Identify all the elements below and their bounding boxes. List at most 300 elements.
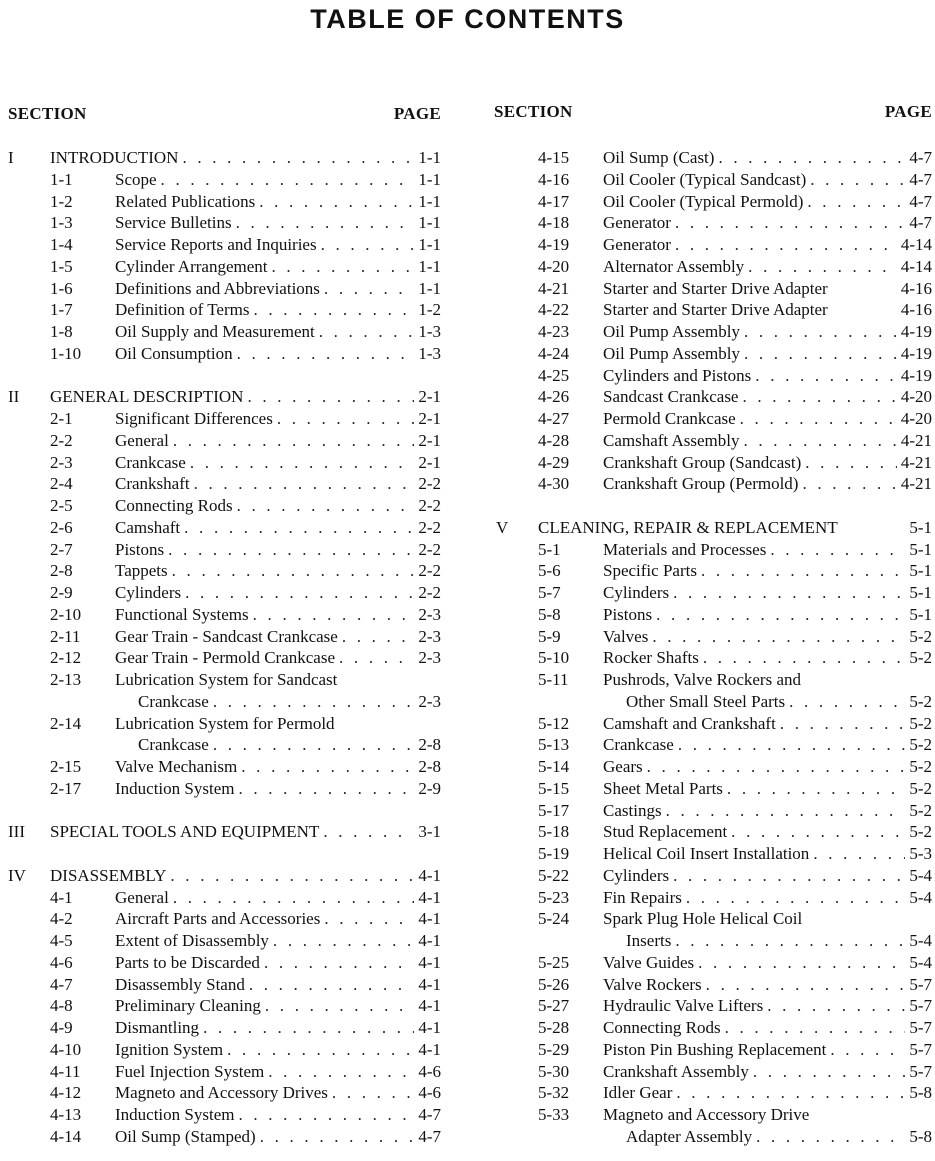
entry-number: 1-5 bbox=[50, 256, 73, 276]
dot-leader bbox=[203, 1017, 414, 1039]
dot-leader bbox=[339, 647, 414, 669]
toc-entry-row[interactable] bbox=[8, 343, 441, 365]
spacer bbox=[8, 365, 441, 387]
toc-entry-row[interactable] bbox=[496, 756, 932, 778]
section-header-left: SECTION bbox=[8, 104, 87, 123]
toc-entry-row[interactable] bbox=[496, 1017, 932, 1039]
dot-leader bbox=[789, 691, 905, 713]
toc-entry-row[interactable] bbox=[8, 669, 441, 691]
entry-number: 4-8 bbox=[50, 996, 73, 1016]
toc-entry-row[interactable] bbox=[496, 299, 932, 321]
entry-number: 2-1 bbox=[50, 409, 73, 428]
entry-line bbox=[115, 1126, 441, 1148]
dot-leader bbox=[698, 952, 905, 974]
entry-line bbox=[115, 539, 441, 561]
dot-leader bbox=[173, 887, 415, 909]
dot-leader bbox=[802, 473, 896, 495]
dot-leader bbox=[770, 539, 905, 561]
toc-entry-row[interactable] bbox=[8, 1061, 441, 1083]
toc-entry-row[interactable] bbox=[496, 887, 932, 909]
toc-entry-row[interactable] bbox=[496, 800, 932, 822]
page-number: 4-16 bbox=[900, 278, 932, 298]
dot-leader bbox=[238, 778, 414, 800]
entry-line bbox=[603, 343, 932, 365]
toc-entry-row[interactable] bbox=[8, 169, 441, 191]
entry-line bbox=[603, 430, 932, 452]
toc-entry-row[interactable] bbox=[496, 365, 932, 387]
dot-leader bbox=[237, 495, 415, 517]
entry-number: 5-33 bbox=[538, 1105, 570, 1124]
page-number: 4-19 bbox=[900, 322, 932, 341]
dot-leader bbox=[675, 212, 905, 234]
page-number: 2-3 bbox=[418, 626, 441, 646]
dot-leader bbox=[161, 169, 415, 191]
entry-number: 4-14 bbox=[50, 1126, 82, 1146]
toc-entry-row[interactable] bbox=[496, 1039, 932, 1061]
entry-number: 5-10 bbox=[538, 648, 570, 668]
entry-line bbox=[603, 1104, 932, 1126]
entry-number: 5-11 bbox=[538, 670, 569, 689]
entry-title: Definition of Terms bbox=[115, 300, 250, 320]
toc-entry-row[interactable] bbox=[8, 691, 441, 713]
toc-entry-row[interactable] bbox=[496, 539, 932, 561]
entry-title: Camshaft bbox=[115, 517, 181, 537]
toc-entry-row[interactable] bbox=[496, 843, 932, 865]
toc-entry-row[interactable] bbox=[496, 865, 932, 887]
page-number: 5-2 bbox=[909, 691, 932, 711]
entry-line bbox=[603, 147, 932, 169]
dot-leader bbox=[321, 234, 415, 256]
page-number: 2-1 bbox=[418, 409, 441, 428]
entry-title: Cylinders bbox=[115, 583, 182, 602]
entry-title: Cylinders bbox=[603, 865, 670, 885]
dot-leader bbox=[718, 147, 905, 169]
toc-column-left bbox=[8, 147, 441, 1148]
entry-line bbox=[115, 408, 441, 430]
entry-line bbox=[115, 430, 441, 452]
entry-number: 4-15 bbox=[538, 148, 570, 167]
entry-line bbox=[115, 299, 441, 321]
toc-entry-row[interactable] bbox=[496, 734, 932, 756]
entry-title: Lubrication System for Sandcast bbox=[115, 670, 338, 689]
entry-line bbox=[603, 734, 932, 756]
toc-entry-row[interactable] bbox=[8, 452, 441, 474]
page-number: 4-7 bbox=[418, 1126, 441, 1146]
page-number: 2-2 bbox=[418, 474, 441, 494]
entry-number: 5-25 bbox=[538, 952, 570, 972]
toc-entry-row[interactable] bbox=[8, 234, 441, 256]
toc-entry-row[interactable] bbox=[8, 995, 441, 1017]
toc-entry-row[interactable] bbox=[8, 1104, 441, 1126]
toc-entry-row[interactable] bbox=[8, 539, 441, 561]
spacer bbox=[8, 843, 441, 865]
entry-number: 5-19 bbox=[538, 844, 570, 863]
page-number: 1-1 bbox=[418, 213, 441, 233]
entry-title: Sheet Metal Parts bbox=[603, 778, 723, 798]
entry-number: 5-12 bbox=[538, 713, 570, 733]
toc-entry-row[interactable] bbox=[496, 191, 932, 213]
entry-number: 4-25 bbox=[538, 365, 570, 385]
dot-leader bbox=[810, 169, 905, 191]
dot-leader bbox=[168, 539, 414, 561]
toc-entry-row[interactable] bbox=[496, 169, 932, 191]
toc-entry-row[interactable] bbox=[8, 952, 441, 974]
entry-title: Pistons bbox=[603, 604, 653, 624]
page-number: 1-1 bbox=[418, 148, 441, 167]
page-number: 2-8 bbox=[418, 735, 441, 755]
entry-line bbox=[115, 1017, 441, 1039]
entry-title: GENERAL DESCRIPTION bbox=[50, 387, 244, 407]
page-number: 4-19 bbox=[900, 365, 932, 385]
entry-title: Magneto and Accessory Drives bbox=[115, 1083, 328, 1103]
entry-number: 5-23 bbox=[538, 887, 570, 907]
page-number: 2-3 bbox=[418, 604, 441, 624]
dot-leader bbox=[260, 1126, 415, 1148]
toc-entry-row[interactable] bbox=[8, 495, 441, 517]
entry-title: Hydraulic Valve Lifters bbox=[603, 996, 764, 1016]
entry-line bbox=[603, 560, 932, 582]
toc-entry-row[interactable] bbox=[8, 626, 441, 648]
page-number: 5-2 bbox=[909, 822, 932, 842]
page-number: 2-3 bbox=[418, 648, 441, 668]
entry-title: Crankshaft bbox=[115, 474, 190, 494]
entry-title: Generator bbox=[603, 235, 671, 254]
spacer bbox=[496, 495, 932, 517]
toc-section-row[interactable] bbox=[496, 517, 932, 539]
toc-entry-row[interactable] bbox=[8, 734, 441, 756]
entry-number: 4-28 bbox=[538, 430, 570, 450]
section-numeral: I bbox=[8, 148, 14, 167]
entry-number: 2-9 bbox=[50, 583, 73, 602]
entry-line bbox=[115, 582, 441, 604]
entry-line bbox=[603, 582, 932, 604]
entry-title: Oil Supply and Measurement bbox=[115, 322, 315, 341]
entry-line bbox=[603, 669, 932, 691]
page-number: 5-1 bbox=[909, 539, 932, 559]
entry-title: Fuel Injection System bbox=[115, 1061, 265, 1081]
page-number: 4-20 bbox=[900, 409, 932, 428]
entry-line bbox=[603, 604, 932, 626]
entry-line bbox=[115, 321, 441, 343]
section-header-right: SECTION bbox=[494, 102, 573, 121]
toc-entry-row[interactable] bbox=[8, 1017, 441, 1039]
entry-number: 5-22 bbox=[538, 865, 570, 885]
entry-line bbox=[603, 1082, 932, 1104]
toc-entry-row[interactable] bbox=[496, 1082, 932, 1104]
toc-entry-row[interactable] bbox=[496, 1104, 932, 1126]
entry-number: 4-22 bbox=[538, 300, 570, 320]
spacer bbox=[8, 800, 441, 822]
dot-leader bbox=[324, 278, 414, 300]
toc-entry-row[interactable] bbox=[8, 256, 441, 278]
toc-entry-row[interactable] bbox=[496, 212, 932, 234]
toc-entry-row[interactable] bbox=[8, 908, 441, 930]
toc-entry-row[interactable] bbox=[8, 560, 441, 582]
toc-entry-row[interactable] bbox=[496, 952, 932, 974]
toc-entry-row[interactable] bbox=[8, 408, 441, 430]
page-number: 4-20 bbox=[900, 387, 932, 407]
entry-number: 4-29 bbox=[538, 452, 570, 472]
toc-section-row[interactable] bbox=[8, 147, 441, 169]
entry-title: Connecting Rods bbox=[115, 496, 233, 515]
entry-line bbox=[603, 408, 932, 430]
dot-leader bbox=[832, 278, 897, 300]
entry-line bbox=[603, 539, 932, 561]
page-number: 4-1 bbox=[418, 1039, 441, 1059]
entry-line bbox=[538, 517, 932, 539]
toc-entry-row[interactable] bbox=[8, 1126, 441, 1148]
toc-entry-row[interactable] bbox=[496, 995, 932, 1017]
toc-entry-row[interactable] bbox=[8, 299, 441, 321]
entry-title: Castings bbox=[603, 800, 662, 820]
page-number: 4-1 bbox=[418, 909, 441, 929]
toc-entry-row[interactable] bbox=[496, 321, 932, 343]
dot-leader bbox=[227, 1039, 414, 1061]
dot-leader bbox=[666, 800, 906, 822]
entry-title: Parts to be Discarded bbox=[115, 952, 260, 972]
entry-line bbox=[603, 321, 932, 343]
entry-line bbox=[50, 821, 441, 843]
page-number: 4-1 bbox=[418, 931, 441, 950]
toc-entry-row[interactable] bbox=[496, 626, 932, 648]
dot-leader bbox=[686, 887, 905, 909]
entry-title: Idler Gear bbox=[603, 1083, 673, 1103]
entry-number: 5-1 bbox=[538, 539, 561, 559]
page-number: 5-1 bbox=[909, 561, 932, 581]
toc-entry-row[interactable] bbox=[8, 321, 441, 343]
dot-leader bbox=[743, 430, 896, 452]
entry-line bbox=[603, 1039, 932, 1061]
dot-leader bbox=[830, 1039, 905, 1061]
entry-line bbox=[603, 843, 932, 865]
entry-title: Disassembly Stand bbox=[115, 974, 245, 994]
dot-leader bbox=[324, 908, 414, 930]
entry-line bbox=[115, 713, 441, 735]
toc-section-row[interactable] bbox=[8, 865, 441, 887]
page-number: 4-14 bbox=[900, 235, 932, 254]
entry-title: Ignition System bbox=[115, 1039, 224, 1059]
entry-number: 4-9 bbox=[50, 1018, 73, 1037]
dot-leader bbox=[272, 256, 415, 278]
entry-title: Oil Pump Assembly bbox=[603, 322, 740, 341]
page-number: 1-1 bbox=[418, 191, 441, 211]
page-number: 5-2 bbox=[909, 713, 932, 733]
page-number: 1-1 bbox=[418, 278, 441, 298]
dot-leader bbox=[268, 1061, 414, 1083]
toc-entry-row[interactable] bbox=[8, 647, 441, 669]
toc-entry-row[interactable] bbox=[8, 1082, 441, 1104]
section-numeral: II bbox=[8, 387, 20, 407]
entry-number: 5-18 bbox=[538, 822, 570, 842]
page-number: 2-1 bbox=[418, 387, 441, 407]
dot-leader bbox=[323, 821, 414, 843]
toc-entry-row[interactable] bbox=[8, 713, 441, 735]
toc-entry-row[interactable] bbox=[496, 1126, 932, 1148]
entry-number: 2-14 bbox=[50, 713, 82, 733]
page-number: 1-1 bbox=[418, 169, 441, 189]
page-number: 4-7 bbox=[909, 191, 932, 211]
toc-entry-row[interactable] bbox=[496, 386, 932, 408]
entry-title: Camshaft Assembly bbox=[603, 430, 740, 450]
entry-number: 4-20 bbox=[538, 256, 570, 276]
page-number: 4-6 bbox=[418, 1061, 441, 1081]
entry-title: Inserts bbox=[626, 931, 672, 950]
page-number: 5-1 bbox=[909, 604, 932, 624]
toc-entry-row[interactable] bbox=[496, 147, 932, 169]
toc-entry-row[interactable] bbox=[8, 430, 441, 452]
entry-line bbox=[115, 930, 441, 952]
entry-line bbox=[115, 778, 441, 800]
toc-entry-row[interactable] bbox=[8, 930, 441, 952]
entry-title: Scope bbox=[115, 169, 157, 189]
toc-entry-row[interactable] bbox=[496, 343, 932, 365]
entry-title: Helical Coil Insert Installation bbox=[603, 844, 810, 863]
page-number: 5-7 bbox=[909, 1061, 932, 1081]
toc-entry-row[interactable] bbox=[496, 473, 932, 495]
entry-line bbox=[603, 952, 932, 974]
entry-title: Valve Rockers bbox=[603, 974, 702, 994]
toc-entry-row[interactable] bbox=[496, 582, 932, 604]
entry-line bbox=[603, 713, 932, 735]
entry-number: 4-19 bbox=[538, 235, 570, 254]
entry-title: Valve Mechanism bbox=[115, 757, 238, 776]
entry-line bbox=[115, 560, 441, 582]
entry-line bbox=[115, 256, 441, 278]
page-number: 5-7 bbox=[909, 1018, 932, 1037]
dot-leader bbox=[185, 582, 414, 604]
dot-leader bbox=[731, 821, 905, 843]
toc-entry-row[interactable] bbox=[8, 278, 441, 300]
toc-entry-row[interactable] bbox=[8, 778, 441, 800]
entry-line bbox=[603, 626, 932, 648]
toc-entry-row[interactable] bbox=[496, 669, 932, 691]
dot-leader bbox=[832, 299, 897, 321]
dot-leader bbox=[813, 843, 905, 865]
toc-entry-row[interactable] bbox=[8, 756, 441, 778]
entry-number: 2-3 bbox=[50, 452, 73, 472]
entry-line bbox=[603, 974, 932, 996]
page-number: 5-2 bbox=[909, 648, 932, 668]
dot-leader bbox=[842, 517, 906, 539]
toc-entry-row[interactable] bbox=[8, 974, 441, 996]
toc-column-right bbox=[496, 147, 932, 1148]
entry-title: General bbox=[115, 430, 169, 450]
toc-entry-row[interactable] bbox=[496, 278, 932, 300]
dot-leader bbox=[703, 647, 905, 669]
entry-line bbox=[603, 778, 932, 800]
entry-title: Dismantling bbox=[115, 1018, 200, 1037]
entry-title: Tappets bbox=[115, 561, 168, 581]
dot-leader bbox=[241, 756, 414, 778]
entry-line bbox=[603, 1061, 932, 1083]
toc-entry-row[interactable] bbox=[496, 452, 932, 474]
dot-leader bbox=[173, 430, 415, 452]
page-number: 2-8 bbox=[418, 757, 441, 776]
entry-title: Extent of Disassembly bbox=[115, 931, 269, 950]
page-number: 5-3 bbox=[909, 844, 932, 863]
page-number: 1-2 bbox=[418, 300, 441, 320]
dot-leader bbox=[259, 191, 414, 213]
toc-entry-row[interactable] bbox=[496, 256, 932, 278]
page-number: 1-1 bbox=[418, 256, 441, 276]
entry-line bbox=[603, 908, 932, 930]
toc-entry-row[interactable] bbox=[496, 234, 932, 256]
toc-entry-row[interactable] bbox=[496, 691, 932, 713]
toc-entry-row[interactable] bbox=[496, 604, 932, 626]
dot-leader bbox=[332, 1082, 414, 1104]
toc-entry-row[interactable] bbox=[8, 604, 441, 626]
entry-number: 1-8 bbox=[50, 322, 73, 341]
toc-entry-row[interactable] bbox=[496, 408, 932, 430]
page-number: 2-2 bbox=[418, 561, 441, 581]
entry-number: 4-24 bbox=[538, 343, 570, 363]
dot-leader bbox=[249, 974, 414, 996]
page-number: 2-3 bbox=[418, 691, 441, 711]
toc-entry-row[interactable] bbox=[496, 1061, 932, 1083]
entry-number: 1-2 bbox=[50, 191, 73, 211]
entry-line bbox=[603, 169, 932, 191]
toc-entry-row[interactable] bbox=[496, 430, 932, 452]
entry-number: 4-23 bbox=[538, 322, 570, 341]
entry-title: Generator bbox=[603, 213, 671, 233]
entry-number: 2-17 bbox=[50, 778, 82, 798]
page-number: 4-21 bbox=[900, 474, 932, 494]
page-number: 4-21 bbox=[900, 430, 932, 450]
toc-entry-row[interactable] bbox=[496, 908, 932, 930]
page-number: 4-16 bbox=[900, 300, 932, 320]
entry-title: Induction System bbox=[115, 1105, 235, 1124]
entry-title: Rocker Shafts bbox=[603, 648, 699, 668]
dot-leader bbox=[184, 517, 414, 539]
entry-line bbox=[603, 865, 932, 887]
page-number: 2-1 bbox=[418, 452, 441, 472]
toc-section-row[interactable] bbox=[8, 821, 441, 843]
toc-entry-row[interactable] bbox=[496, 647, 932, 669]
toc-entry-row[interactable] bbox=[8, 473, 441, 495]
dot-leader bbox=[675, 930, 905, 952]
toc-entry-row[interactable] bbox=[496, 930, 932, 952]
dot-leader bbox=[756, 1126, 905, 1148]
toc-entry-row[interactable] bbox=[8, 212, 441, 234]
dot-leader bbox=[673, 865, 905, 887]
entry-title: Crankcase bbox=[138, 735, 209, 755]
page-number: 2-2 bbox=[418, 583, 441, 602]
dot-leader bbox=[170, 865, 414, 887]
toc-entry-row[interactable] bbox=[496, 974, 932, 996]
entry-title: Adapter Assembly bbox=[626, 1126, 753, 1146]
entry-number: 5-27 bbox=[538, 996, 570, 1016]
toc-section-row[interactable] bbox=[8, 386, 441, 408]
entry-title: Significant Differences bbox=[115, 409, 273, 428]
toc-entry-row[interactable] bbox=[496, 821, 932, 843]
entry-line bbox=[603, 995, 932, 1017]
toc-entry-row[interactable] bbox=[496, 713, 932, 735]
toc-entry-row[interactable] bbox=[496, 778, 932, 800]
page-number: 5-7 bbox=[909, 974, 932, 994]
toc-entry-row[interactable] bbox=[8, 191, 441, 213]
entry-line bbox=[626, 691, 932, 713]
toc-entry-row[interactable] bbox=[8, 517, 441, 539]
entry-line bbox=[50, 147, 441, 169]
toc-entry-row[interactable] bbox=[8, 887, 441, 909]
section-numeral: III bbox=[8, 822, 25, 842]
toc-entry-row[interactable] bbox=[8, 1039, 441, 1061]
entry-title: Oil Sump (Cast) bbox=[603, 148, 715, 167]
toc-entry-row[interactable] bbox=[8, 582, 441, 604]
entry-title: Crankshaft Group (Permold) bbox=[603, 474, 799, 494]
entry-title: Pushrods, Valve Rockers and bbox=[603, 670, 801, 689]
toc-entry-row[interactable] bbox=[496, 560, 932, 582]
